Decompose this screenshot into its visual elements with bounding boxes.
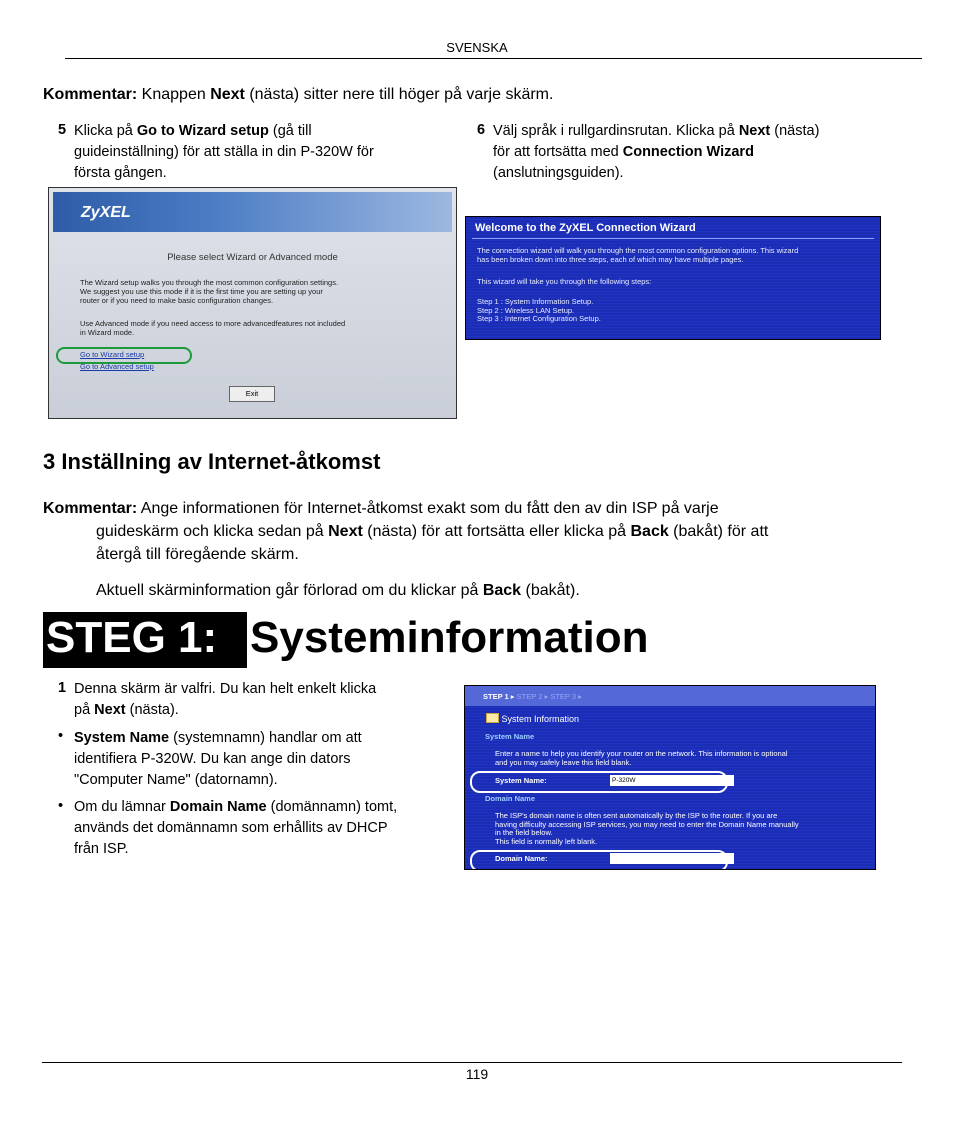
steg-label: STEG 1: [46, 613, 218, 662]
wizard-description: The Wizard setup walks you through the most common configuration settings. We suggest you use this mode if it is the first time you are setting up your router or if you need to make basic configuration changes. [80, 278, 339, 305]
system-name-subheading: System Name [485, 732, 535, 741]
wizard-welcome-title: Welcome to the ZyXEL Connection Wizard [475, 222, 696, 234]
connection-wizard-screenshot [465, 216, 881, 340]
wizard-mode-screenshot [48, 187, 457, 419]
title-divider [472, 238, 874, 239]
go-to-advanced-setup-link[interactable]: Go to Advanced setup [80, 362, 154, 371]
bullet: • [58, 728, 64, 744]
step-number: 6 [477, 122, 486, 138]
zyxel-banner [53, 192, 452, 232]
list-bullet-domain-name: Om du lämnar Domain Name (domännamn) tomt, används det domännamn som erhållits av DHCP från ISP. [74, 799, 398, 857]
advanced-description: Use Advanced mode if you need access to more advancedfeatures not included in Wizard mode. [80, 319, 346, 337]
go-to-wizard-setup-link[interactable]: Go to Wizard setup [80, 350, 145, 359]
wizard-steps-intro: This wizard will take you through the following steps: [477, 277, 652, 286]
domain-name-subheading: Domain Name [485, 794, 536, 803]
step-tab-bar [465, 686, 875, 706]
step-number: 5 [58, 122, 67, 138]
domain-name-help: The ISP's domain name is often sent automatically by the ISP to the router. If you are having difficulty accessing ISP services, you may need to enter the Domain Name manually in the field below. This field is normally left blank. [495, 811, 799, 846]
page-number: 119 [465, 1066, 489, 1082]
footer-rule [42, 1062, 902, 1063]
domain-name-label: Domain Name: [495, 854, 548, 863]
section-heading: 3 Inställning av Internet-åtkomst [43, 449, 381, 474]
folder-icon [486, 713, 499, 723]
bullet: • [58, 798, 64, 814]
system-name-input[interactable]: P-320W [610, 775, 734, 786]
system-name-help: Enter a name to help you identify your router on the network. This information is optional and you may safely leave this field blank. [495, 749, 788, 767]
system-name-label: System Name: [495, 776, 547, 785]
system-info-heading: System Information [486, 713, 579, 724]
header-rule [65, 58, 922, 59]
zyxel-logo: ZyXEL [81, 204, 131, 221]
step-indicator: STEP 1 ▸ STEP 2 ▸ STEP 3 ▸ [483, 692, 582, 701]
note-next-button: Kommentar: Knappen Next (nästa) sitter nere till höger på varje skärm. [43, 86, 554, 103]
step-number: 1 [58, 680, 67, 696]
list-bullet-system-name: System Name (systemnamn) handlar om att identifiera P-320W. Du kan ange din dators "Computer Name" (datornamn). [74, 730, 362, 788]
system-information-screenshot [464, 685, 876, 870]
note-internet-access: Kommentar: Ange informationen för Internet-åtkomst exakt som du fått den av din ISP på varje guideskärm och klicka sedan på Next (nästa) för att fortsätta eller klicka på Back (bakåt) för att återgå till föregående skärm. Aktuell skärminformation går förlorad om du klickar på Back (bakåt). [43, 500, 769, 599]
list-item-1: Denna skärm är valfri. Du kan helt enkelt klicka på Next (nästa). [74, 681, 377, 718]
domain-name-input[interactable] [610, 853, 734, 864]
wizard-steps-list: Step 1 : System Information Setup. Step 2 : Wireless LAN Setup. Step 3 : Internet Configuration Setup. [477, 297, 601, 323]
step5-text: Klicka på Go to Wizard setup (gå till guideinställning) för att ställa in din P-320W för första gången. [74, 123, 374, 181]
step6-text: Välj språk i rullgardinsrutan. Klicka på Next (nästa) för att fortsätta med Connection Wizard (anslutningsguiden). [493, 123, 820, 181]
wizard-mode-title: Please select Wizard or Advanced mode [167, 252, 338, 263]
steg-title: Systeminformation [250, 613, 649, 662]
exit-button[interactable]: Exit [229, 386, 275, 402]
wizard-intro: The connection wizard will walk you through the most common configuration options. This wizard has been broken down into three steps, each of which may have multiple pages. [477, 246, 799, 264]
page-header-language: SVENSKA [446, 40, 508, 55]
